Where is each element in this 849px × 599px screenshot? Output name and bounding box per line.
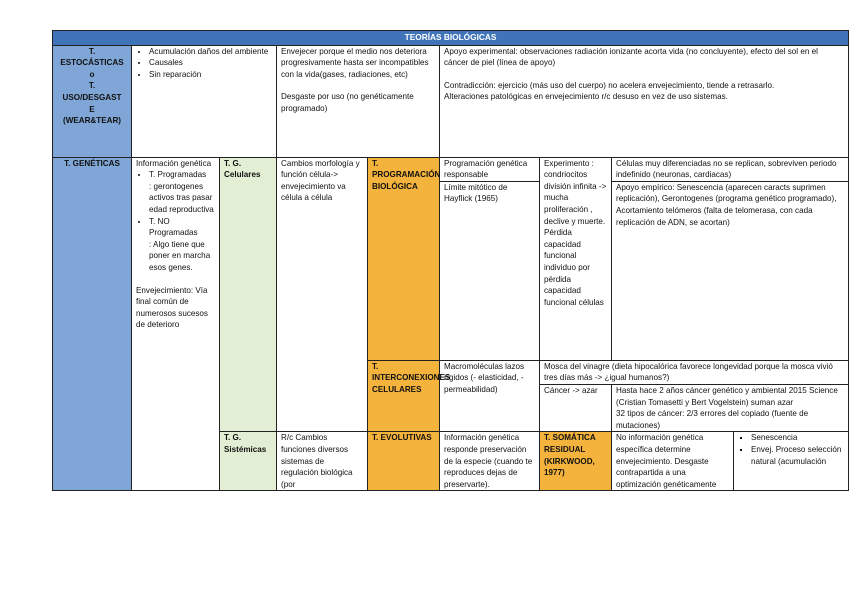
label-line: T. (88, 81, 96, 91)
table-title: TEORÍAS BIOLÓGICAS (53, 31, 849, 46)
label-line: T. (88, 46, 96, 56)
envejecimiento-text: Envejecimiento: Vía final común de numerosos sucesos de deterioro (136, 285, 208, 330)
sistemicas-label: T. G. Sistémicas (220, 432, 277, 491)
list-item: • T. NO Programadas : Algo tiene que poner en marcha esos genes. (149, 216, 215, 274)
label-line: ESTOCÁSTICAS (60, 58, 124, 68)
label-line: USO/DESGAST (62, 92, 122, 102)
geneticas-info (132, 157, 220, 491)
list-item: • Causales (149, 57, 272, 69)
estocasticas-evidence (440, 45, 849, 157)
evolutivas-bullet-list (738, 432, 844, 467)
estocasticas-bullet-list (136, 46, 272, 81)
label-line: E (89, 104, 95, 114)
estocasticas-description (277, 45, 440, 157)
desc-text: Envejecer porque el medio nos deteriora progresivamente hasta ser incompatibles con la vida(gases, radiaciones, etc) (281, 46, 429, 79)
list-item: • Acumulación daños del ambiente (149, 46, 272, 58)
cancer-desc (612, 384, 849, 431)
geneticas-label: T. GENÉTICAS (53, 157, 132, 491)
somatica-label: T. SOMÁTICA RESIDUAL (KIRKWOOD, 1977) (540, 432, 612, 491)
info-intro: Información genética (136, 158, 212, 168)
programacion-label: T. PROGRAMACIÓN BIOLÓGICA (368, 157, 440, 360)
programacion-note-1: Células muy diferenciadas no se replican, sobreviven periodo indefinido (neuronas, cardiacas) (612, 157, 849, 181)
evolutivas-desc: Información genética responde preservación de la especie (cuando te reproduces dejas de preservarte). (440, 432, 540, 491)
estocasticas-bullets (132, 45, 277, 157)
label-line: (WEAR&TEAR) (63, 116, 121, 126)
programacion-desc-2: Límite mitótico de Hayflick (1965) (444, 182, 508, 204)
list-item: • T. Programadas : gerontogenes activos tras pasar edad reproductiva (149, 169, 215, 215)
celulares-desc: Cambios morfología y función célula-> envejecimiento va célula a célula (277, 157, 368, 432)
list-item: • Sin reparación (149, 69, 272, 81)
programacion-desc-1: Programación genética responsable (440, 158, 539, 182)
experimento-text: Experimento : condriocitos división infinita -> mucha proliferación , declive y muerte. Pérdida capacidad funcional individuo por pérdida capacidad funcional células (540, 157, 612, 360)
list-item: ▪ Envej. Proceso selección natural (acumulación (751, 444, 844, 467)
programacion-row (53, 157, 849, 181)
evolutivas-bullets (734, 432, 849, 491)
celulares-label: T. G. Celulares (220, 157, 277, 432)
evidence-text: Contradicción: ejercicio (más uso del cuerpo) no acelera envejecimiento, tiende a retrasarlo. (444, 80, 775, 90)
evidence-text: Apoyo experimental: observaciones radiación ionizante acorta vida (no concluyente), efecto del sol en el cáncer de piel (línea de apoyo) (444, 46, 818, 68)
sistemicas-desc: R/c Cambios funciones diversos sistemas de regulación biológica (por (277, 432, 368, 491)
interconexiones-label: T. INTERCONEXIONES CELULARES (368, 360, 440, 432)
label-line: o (89, 69, 95, 79)
programacion-desc (440, 157, 540, 360)
cancer-label: Cáncer -> azar (540, 384, 612, 431)
cancer-desc-1: Hasta hace 2 años cáncer genético y ambiental 2015 Science (Cristian Tomasetti y Bert Vogelstein) suman azar (616, 385, 838, 407)
geneticas-list (136, 169, 215, 273)
evidence-text: Alteraciones patológicas en envejecimiento r/c desuso en vez de uso sistemas. (444, 92, 728, 102)
mosca-text: Mosca del vinagre (dieta hipocalórica favorece longevidad porque la mosca vivió tres días más -> ¿igual humanos?) (540, 360, 849, 384)
desc-text: Desgaste por uso (no genéticamente programado) (281, 92, 414, 113)
list-item: ▪ Senescencia (751, 432, 844, 444)
biological-theories-table (52, 30, 849, 491)
programacion-note-2: Apoyo empírico: Senescencia (aparecen caracts suprimen replicación), Gerontogenes (programa genético programado), Acortamiento telómeros (falta de telomerasa, con cada replicación de ADN, se acortan) (612, 181, 849, 360)
cancer-desc-2: 32 tipos de cáncer: 2/3 errores del copiado (fuente de mutaciones) (616, 409, 809, 430)
title-row (53, 31, 849, 46)
theories-document (52, 30, 848, 491)
estocasticas-row (53, 45, 849, 157)
somatica-desc: No información genética específica determine envejecimiento. Desgaste contrapartida a una optimización genéticamente (612, 432, 734, 491)
interconexiones-desc: Macromoléculas lazos rígidos (- elasticidad, - permeabilidad) (440, 360, 540, 432)
evolutivas-label: T. EVOLUTIVAS (368, 432, 440, 491)
estocasticas-label (53, 45, 132, 157)
